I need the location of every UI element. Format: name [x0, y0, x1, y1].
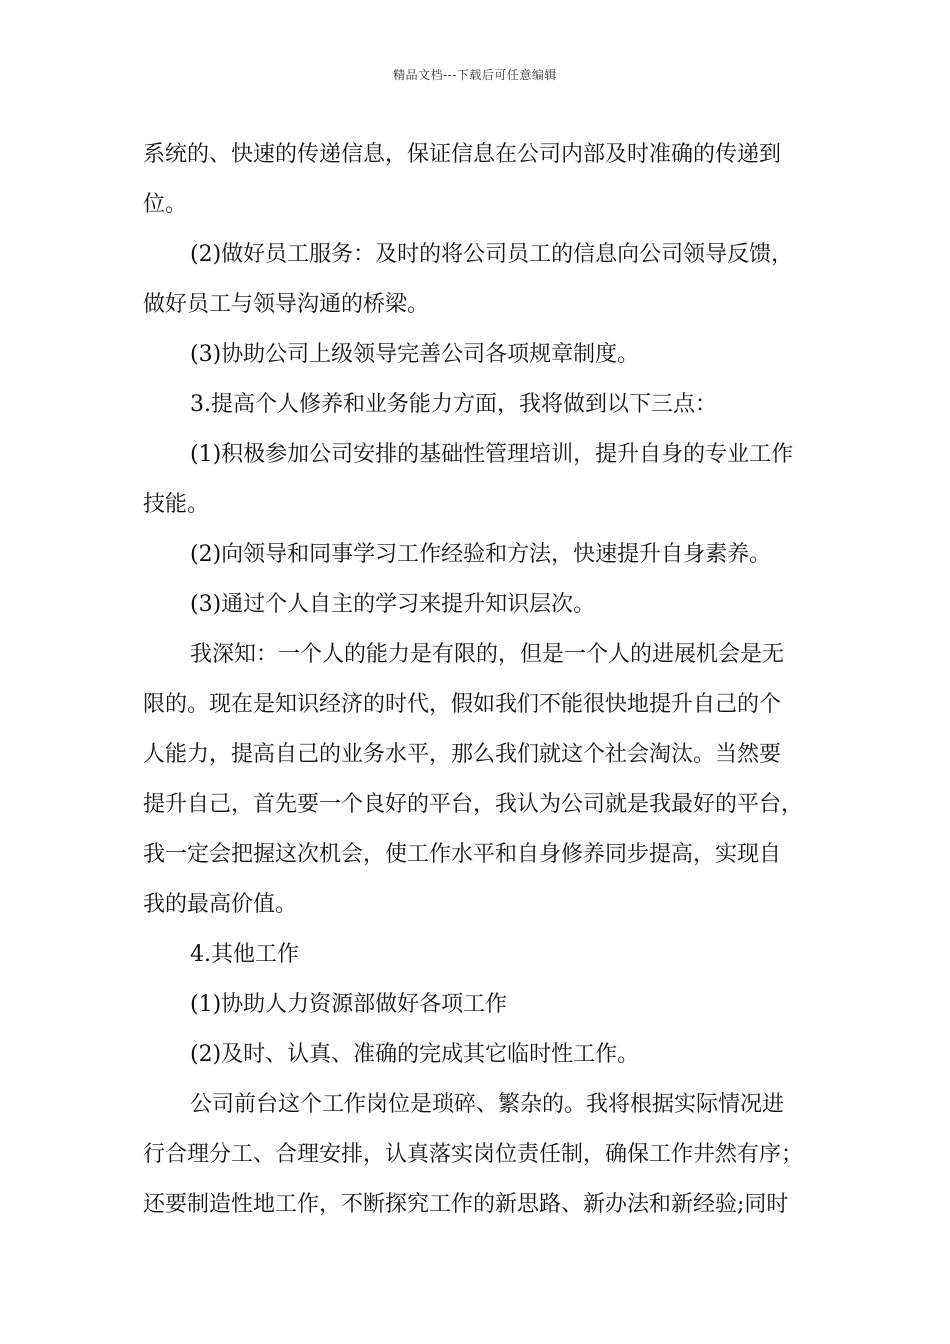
text-line: 提升自己，首先要一个良好的平台，我认为公司就是我最好的平台， — [143, 792, 804, 817]
text-line: 限的。现在是知识经济的时代，假如我们不能很快地提升自己的个 — [143, 692, 782, 717]
text-line: 我一定会把握这次机会，使工作水平和自身修养同步提高，实现自 — [143, 842, 782, 867]
text-line: 我深知：一个人的能力是有限的，但是一个人的进展机会是无 — [190, 642, 785, 667]
text-line: 行合理分工、合理安排，认真落实岗位责任制，确保工作井然有序； — [143, 1142, 804, 1167]
text-line: 3.提高个人修养和业务能力方面，我将做到以下三点： — [190, 392, 717, 417]
text-line: 公司前台这个工作岗位是琐碎、繁杂的。我将根据实际情况进 — [190, 1092, 785, 1117]
text-line: 还要制造性地工作，不断探究工作的新思路、新办法和新经验;同时 — [143, 1192, 789, 1217]
text-line: 4.其他工作 — [190, 942, 299, 967]
text-line: 系统的、快速的传递信息，保证信息在公司内部及时准确的传递到 — [143, 142, 782, 167]
text-line: 技能。 — [143, 492, 210, 517]
text-line: (1)积极参加公司安排的基础性管理培训，提升自身的专业工作 — [190, 442, 794, 467]
text-line: (3)协助公司上级领导完善公司各项规章制度。 — [190, 342, 640, 367]
text-line: 位。 — [143, 192, 188, 217]
text-line: (2)向领导和同事学习工作经验和方法，快速提升自身素养。 — [190, 542, 772, 567]
text-line: (2)及时、认真、准确的完成其它临时性工作。 — [190, 1042, 640, 1067]
text-line: (2)做好员工服务：及时的将公司员工的信息向公司领导反馈， — [190, 242, 794, 267]
text-line: 我的最高价值。 — [143, 892, 298, 917]
text-line: 做好员工与领导沟通的桥梁。 — [143, 292, 430, 317]
text-line: (1)协助人力资源部做好各项工作 — [190, 992, 508, 1017]
document-body — [143, 130, 813, 1230]
text-line: (3)通过个人自主的学习来提升知识层次。 — [190, 592, 596, 617]
page-header: 精品文档---下载后可任意编辑 — [393, 68, 557, 82]
text-line: 人能力，提高自己的业务水平，那么我们就这个社会淘汰。当然要 — [143, 742, 782, 767]
